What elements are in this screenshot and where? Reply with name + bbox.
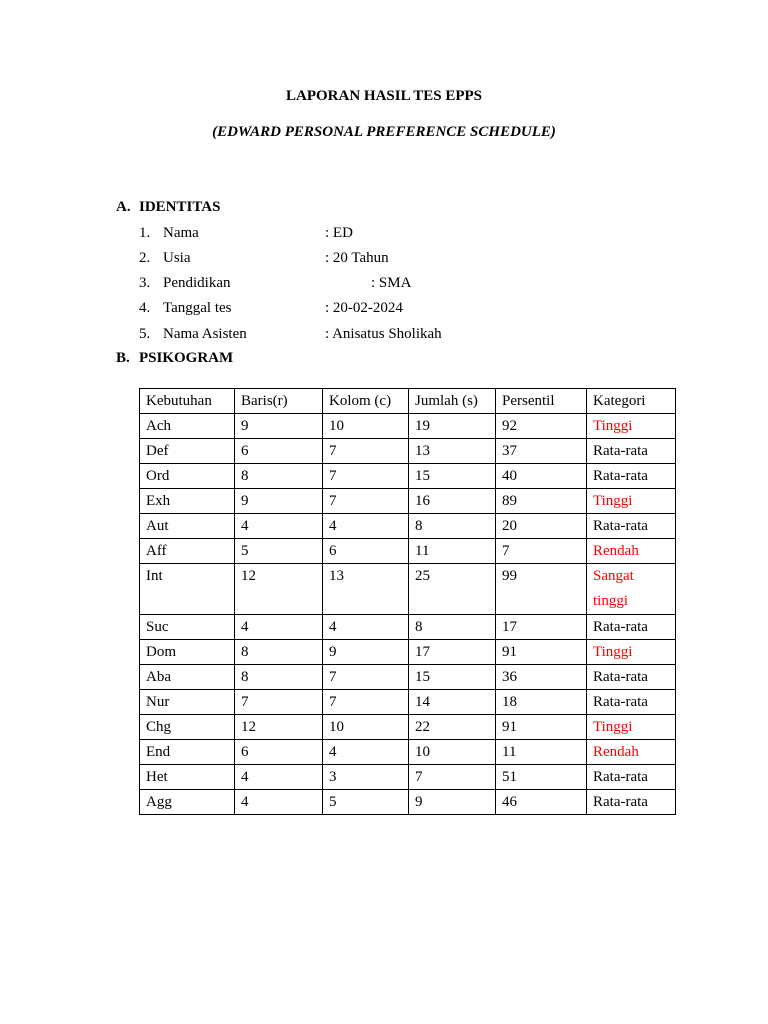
identity-value: : SMA bbox=[371, 275, 412, 291]
list-number: 5. bbox=[139, 326, 151, 342]
table-row bbox=[140, 464, 676, 489]
table-row bbox=[140, 690, 676, 715]
list-number: 4. bbox=[139, 300, 151, 316]
cell-persentil: 92 bbox=[496, 414, 587, 439]
cell-jumlah: 15 bbox=[409, 665, 496, 690]
cell-kategori: Rata-rata bbox=[587, 514, 676, 539]
cell-persentil: 91 bbox=[496, 640, 587, 665]
cell-kolom: 6 bbox=[323, 539, 409, 564]
table-row bbox=[140, 539, 676, 564]
cell-kebutuhan: Int bbox=[140, 564, 235, 615]
cell-kategori: Tinggi bbox=[587, 414, 676, 439]
cell-jumlah: 22 bbox=[409, 715, 496, 740]
list-number: 1. bbox=[139, 225, 151, 241]
table-row bbox=[140, 615, 676, 640]
cell-persentil: 36 bbox=[496, 665, 587, 690]
column-header: Kebutuhan bbox=[140, 389, 235, 414]
cell-kebutuhan: Dom bbox=[140, 640, 235, 665]
identity-value: : 20-02-2024 bbox=[325, 300, 403, 316]
identity-label: Usia bbox=[163, 250, 191, 266]
section-title: PSIKOGRAM bbox=[139, 350, 234, 366]
identity-value: : ED bbox=[325, 225, 353, 241]
cell-baris: 9 bbox=[235, 489, 323, 514]
column-header: Kategori bbox=[587, 389, 676, 414]
identity-label: Nama Asisten bbox=[163, 326, 247, 342]
cell-kategori: Rendah bbox=[587, 539, 676, 564]
cell-kolom: 7 bbox=[323, 690, 409, 715]
cell-persentil: 37 bbox=[496, 439, 587, 464]
cell-baris: 12 bbox=[235, 564, 323, 615]
cell-baris: 4 bbox=[235, 765, 323, 790]
table-header-row bbox=[140, 389, 676, 414]
cell-persentil: 17 bbox=[496, 615, 587, 640]
column-header: Kolom (c) bbox=[323, 389, 409, 414]
cell-kebutuhan: Ord bbox=[140, 464, 235, 489]
cell-kolom: 4 bbox=[323, 615, 409, 640]
cell-persentil: 18 bbox=[496, 690, 587, 715]
cell-baris: 4 bbox=[235, 514, 323, 539]
identity-label: Nama bbox=[163, 225, 199, 241]
cell-baris: 5 bbox=[235, 539, 323, 564]
identity-label: Pendidikan bbox=[163, 275, 231, 291]
cell-jumlah: 15 bbox=[409, 464, 496, 489]
cell-kategori: Tinggi bbox=[587, 640, 676, 665]
cell-baris: 4 bbox=[235, 790, 323, 815]
cell-baris: 8 bbox=[235, 464, 323, 489]
cell-kategori: Rata-rata bbox=[587, 439, 676, 464]
cell-jumlah: 8 bbox=[409, 514, 496, 539]
cell-persentil: 7 bbox=[496, 539, 587, 564]
cell-persentil: 40 bbox=[496, 464, 587, 489]
cell-persentil: 20 bbox=[496, 514, 587, 539]
cell-baris: 4 bbox=[235, 615, 323, 640]
cell-kategori: Rendah bbox=[587, 740, 676, 765]
cell-kolom: 7 bbox=[323, 439, 409, 464]
cell-baris: 6 bbox=[235, 740, 323, 765]
cell-persentil: 89 bbox=[496, 489, 587, 514]
cell-persentil: 99 bbox=[496, 564, 587, 615]
cell-baris: 12 bbox=[235, 715, 323, 740]
cell-baris: 8 bbox=[235, 665, 323, 690]
cell-jumlah: 8 bbox=[409, 615, 496, 640]
table-row bbox=[140, 414, 676, 439]
cell-jumlah: 14 bbox=[409, 690, 496, 715]
section-letter: B. bbox=[116, 350, 130, 366]
cell-kategori: Rata-rata bbox=[587, 765, 676, 790]
cell-kebutuhan: Het bbox=[140, 765, 235, 790]
cell-kebutuhan: Aba bbox=[140, 665, 235, 690]
cell-kebutuhan: End bbox=[140, 740, 235, 765]
cell-kolom: 9 bbox=[323, 640, 409, 665]
cell-kolom: 4 bbox=[323, 514, 409, 539]
report-title: LAPORAN HASIL TES EPPS bbox=[285, 88, 483, 104]
cell-kategori: Rata-rata bbox=[587, 615, 676, 640]
cell-kolom: 7 bbox=[323, 464, 409, 489]
cell-kategori: Tinggi bbox=[587, 715, 676, 740]
cell-jumlah: 10 bbox=[409, 740, 496, 765]
table-body bbox=[140, 414, 676, 815]
list-number: 2. bbox=[139, 250, 151, 266]
cell-jumlah: 9 bbox=[409, 790, 496, 815]
cell-kategori: Rata-rata bbox=[587, 690, 676, 715]
section-title: IDENTITAS bbox=[139, 199, 221, 215]
cell-baris: 9 bbox=[235, 414, 323, 439]
cell-baris: 6 bbox=[235, 439, 323, 464]
cell-kebutuhan: Aut bbox=[140, 514, 235, 539]
cell-kebutuhan: Chg bbox=[140, 715, 235, 740]
section-psikogram-heading bbox=[116, 350, 233, 367]
cell-kategori: Rata-rata bbox=[587, 464, 676, 489]
cell-kebutuhan: Aff bbox=[140, 539, 235, 564]
cell-persentil: 91 bbox=[496, 715, 587, 740]
cell-jumlah: 7 bbox=[409, 765, 496, 790]
cell-kolom: 7 bbox=[323, 489, 409, 514]
list-number: 3. bbox=[139, 275, 151, 291]
cell-kebutuhan: Ach bbox=[140, 414, 235, 439]
cell-persentil: 51 bbox=[496, 765, 587, 790]
cell-kolom: 5 bbox=[323, 790, 409, 815]
table-row bbox=[140, 640, 676, 665]
cell-jumlah: 17 bbox=[409, 640, 496, 665]
cell-kolom: 10 bbox=[323, 715, 409, 740]
cell-kategori: Rata-rata bbox=[587, 790, 676, 815]
cell-kebutuhan: Suc bbox=[140, 615, 235, 640]
psikogram-table bbox=[139, 388, 676, 815]
cell-jumlah: 25 bbox=[409, 564, 496, 615]
report-subtitle: (EDWARD PERSONAL PREFERENCE SCHEDULE) bbox=[212, 124, 556, 140]
identity-value: : 20 Tahun bbox=[325, 250, 389, 266]
cell-persentil: 46 bbox=[496, 790, 587, 815]
cell-kolom: 13 bbox=[323, 564, 409, 615]
cell-kebutuhan: Agg bbox=[140, 790, 235, 815]
section-letter: A. bbox=[116, 199, 131, 215]
column-header: Persentil bbox=[496, 389, 587, 414]
cell-kategori: Tinggi bbox=[587, 489, 676, 514]
table-row bbox=[140, 489, 676, 514]
table-row bbox=[140, 665, 676, 690]
table-row bbox=[140, 740, 676, 765]
table-row bbox=[140, 439, 676, 464]
cell-kategori: Sangat tinggi bbox=[587, 564, 676, 615]
cell-kebutuhan: Exh bbox=[140, 489, 235, 514]
section-identitas-heading bbox=[116, 199, 220, 216]
table-row bbox=[140, 790, 676, 815]
cell-jumlah: 13 bbox=[409, 439, 496, 464]
cell-kolom: 10 bbox=[323, 414, 409, 439]
cell-kategori: Rata-rata bbox=[587, 665, 676, 690]
cell-persentil: 11 bbox=[496, 740, 587, 765]
cell-kolom: 4 bbox=[323, 740, 409, 765]
cell-jumlah: 16 bbox=[409, 489, 496, 514]
cell-kolom: 7 bbox=[323, 665, 409, 690]
cell-jumlah: 11 bbox=[409, 539, 496, 564]
table-row bbox=[140, 765, 676, 790]
cell-kolom: 3 bbox=[323, 765, 409, 790]
cell-kebutuhan: Nur bbox=[140, 690, 235, 715]
identity-label: Tanggal tes bbox=[163, 300, 232, 316]
table-row bbox=[140, 715, 676, 740]
cell-baris: 7 bbox=[235, 690, 323, 715]
column-header: Baris(r) bbox=[235, 389, 323, 414]
table-row bbox=[140, 564, 676, 615]
column-header: Jumlah (s) bbox=[409, 389, 496, 414]
cell-kebutuhan: Def bbox=[140, 439, 235, 464]
cell-baris: 8 bbox=[235, 640, 323, 665]
cell-jumlah: 19 bbox=[409, 414, 496, 439]
table-row bbox=[140, 514, 676, 539]
identity-value: : Anisatus Sholikah bbox=[325, 326, 442, 342]
